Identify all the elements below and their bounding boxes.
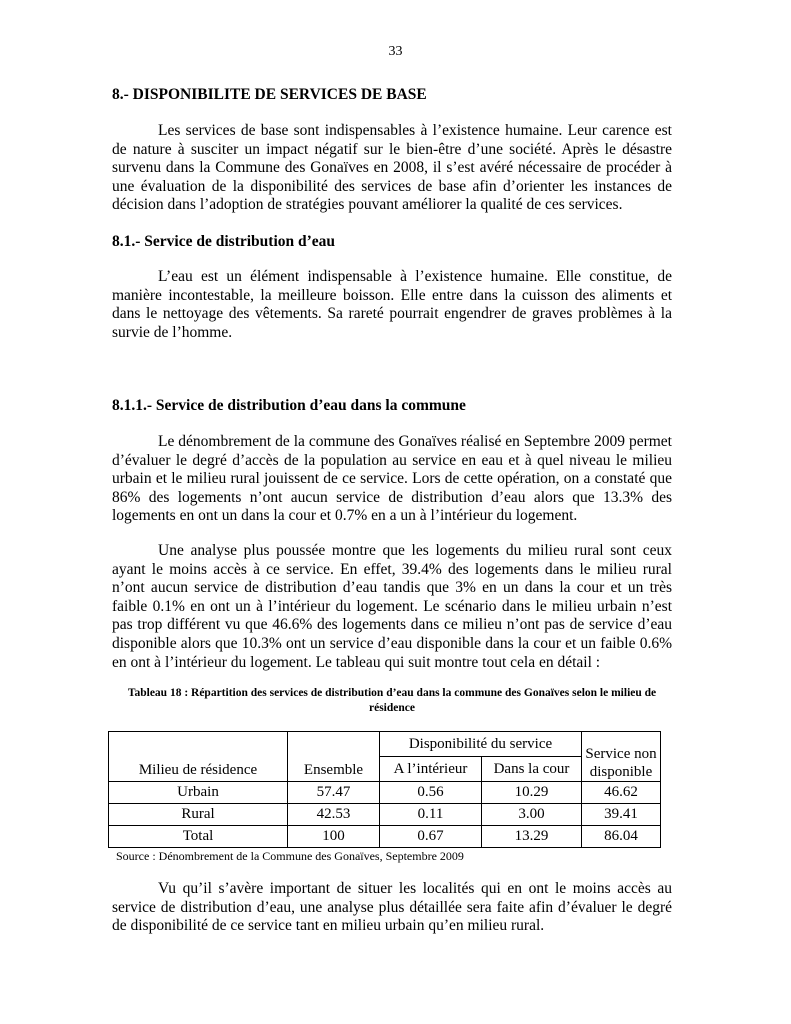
cell-cour: 13.29 <box>482 826 582 848</box>
page-number: 33 <box>388 44 403 59</box>
section-8-1-1-heading: 8.1.1.- Service de distribution d’eau dans la commune <box>112 397 466 414</box>
cell-milieu: Urbain <box>109 782 288 804</box>
section-8-paragraph <box>112 122 672 215</box>
section-8-heading: 8.- DISPONIBILITE DE SERVICES DE BASE <box>112 86 427 103</box>
cell-non-disponible: 86.04 <box>582 826 661 848</box>
cell-milieu: Rural <box>109 804 288 826</box>
header-non-disponible <box>582 732 661 782</box>
section-8-1-paragraph <box>112 268 672 342</box>
header-cour: Dans la cour <box>482 757 582 782</box>
section-8-1-1-paragraph-1 <box>112 433 672 526</box>
section-8-paragraph-text: Les services de base sont indispensables à l’existence humaine. Leur carence est de nature à susciter un impact négatif sur le bien-être d’une société. Après le désastre survenu dans la Commune des Gonaïves en 2008, il s’est avéré nécessaire de procéder à une évaluation de la disponibilité des services de base afin d’orienter les instances de décision dans l’adoption de stratégies pouvant améliorer la qualité de ces services. <box>112 122 672 214</box>
water-service-table <box>108 731 661 848</box>
header-non-disponible-line-1: Service non <box>585 746 657 762</box>
cell-ensemble: 57.47 <box>288 782 380 804</box>
header-non-disponible-line-2: disponible <box>589 764 653 780</box>
cell-milieu: Total <box>109 826 288 848</box>
header-disponibilite: Disponibilité du service <box>380 732 582 757</box>
cell-interieur: 0.56 <box>380 782 482 804</box>
cell-non-disponible: 46.62 <box>582 782 661 804</box>
section-8-1-1-paragraph-2 <box>112 542 672 672</box>
closing-paragraph <box>112 880 672 936</box>
cell-interieur: 0.11 <box>380 804 482 826</box>
header-milieu: Milieu de résidence <box>109 732 288 782</box>
section-8-1-1-paragraph-1-text: Le dénombrement de la commune des Gonaïves réalisé en Septembre 2009 permet d’évaluer le degré d’accès de la population au service en eau et à quel niveau le milieu urbain et le milieu rural jouissent de ce service. Lors de cette opération, on a constaté que 86% des logements n’ont aucun service de distribution d’eau alors que 13.3% des logements en ont un dans la cour et 0.7% en a un à l’intérieur du logement. <box>112 433 672 525</box>
section-8-1-paragraph-text: L’eau est un élément indispensable à l’existence humaine. Elle constitue, de manière incontestable, la meilleure boisson. Elle entre dans la cuisson des aliments et dans le nettoyage des vêtements. Sa rareté pourrait engendrer de graves problèmes à la survie de l’homme. <box>112 268 672 341</box>
table-row <box>109 782 661 804</box>
header-ensemble: Ensemble <box>288 732 380 782</box>
section-8-1-1-paragraph-2-text: Une analyse plus poussée montre que les logements du milieu rural sont ceux ayant le moins accès à ce service. En effet, 39.4% des logements dans le milieu rural n’ont aucun service de distribution d’eau tandis que 3% en un dans la cour et un très faible 0.1% en ont un à l’intérieur du logement. Le scénario dans le milieu urbain n’est pas trop différent vu que 46.6% des logements dans ce milieu n’ont pas de service d’eau disponible alors que 10.3% ont un service d’eau disponible dans la cour et un faible 0.6% en ont à l’intérieur du logement. Le tableau qui suit montre tout cela en détail : <box>112 542 672 671</box>
header-interieur: A l’intérieur <box>380 757 482 782</box>
cell-ensemble: 100 <box>288 826 380 848</box>
table-row <box>109 826 661 848</box>
cell-interieur: 0.67 <box>380 826 482 848</box>
cell-ensemble: 42.53 <box>288 804 380 826</box>
section-8-1-heading: 8.1.- Service de distribution d’eau <box>112 233 336 250</box>
cell-cour: 10.29 <box>482 782 582 804</box>
table-caption: Tableau 18 : Répartition des services de distribution d’eau dans la commune des Gonaïves selon le milieu de résidence <box>127 687 657 714</box>
cell-cour: 3.00 <box>482 804 582 826</box>
table-source: Source : Dénombrement de la Commune des Gonaïves, Septembre 2009 <box>116 849 464 863</box>
table-row <box>109 804 661 826</box>
cell-non-disponible: 39.41 <box>582 804 661 826</box>
table-header-row-1 <box>109 732 661 757</box>
closing-paragraph-text: Vu qu’il s’avère important de situer les localités qui en ont le moins accès au service de distribution d’eau, une analyse plus détaillée sera faite afin d’évaluer le degré de disponibilité de ce service tant en milieu urbain qu’en milieu rural. <box>112 880 672 935</box>
